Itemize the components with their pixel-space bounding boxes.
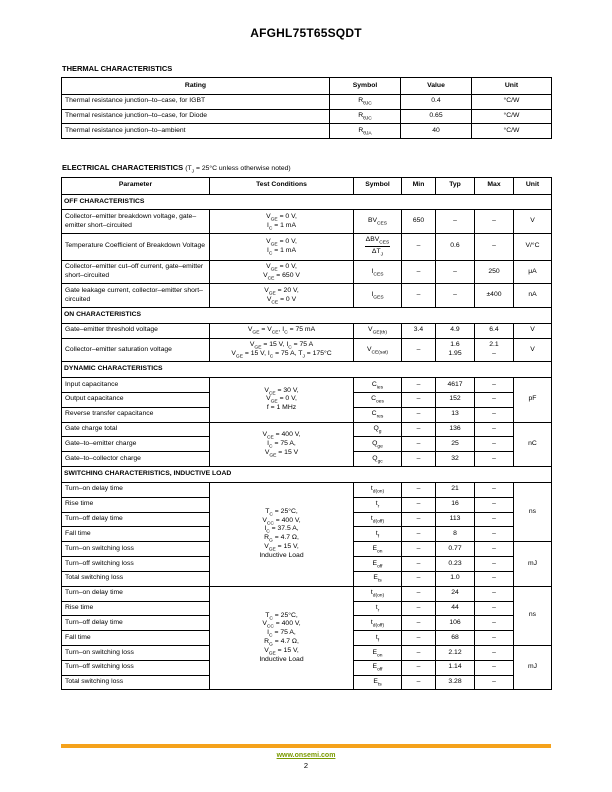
parameter-cell: Turn–off delay time <box>62 616 210 631</box>
parameter-cell: Gate charge total <box>62 422 210 437</box>
rating-cell: Thermal resistance junction–to–ambient <box>62 124 330 139</box>
electrical-header-row <box>62 177 552 194</box>
max-value: 2.1 <box>489 341 499 349</box>
min-cell: 3.4 <box>402 323 436 338</box>
parameter-cell: Gate–to–emitter charge <box>62 437 210 452</box>
unit-cell: mJ <box>514 646 552 690</box>
typ-cell: 4.9 <box>436 323 475 338</box>
condition-line: $V_{CE} = 650$ V <box>263 271 300 282</box>
symbol-cell: $t_{d(off)}$ <box>354 616 402 631</box>
max-cell: – <box>475 422 514 437</box>
parameter-cell: Total switching loss <box>62 675 210 690</box>
parameter-cell: Turn–on delay time <box>62 586 210 601</box>
min-cell: – <box>402 631 436 646</box>
condition-line: $V_{GE} = 15$ V, $I_C = 75$ A, $T_J = 175^\circ C$ <box>231 349 332 360</box>
parameter-cell: Collector–emitter cut–off current, gate–emitter short–circuited <box>62 260 210 284</box>
table-row <box>62 94 552 109</box>
unit-cell: nC <box>514 422 552 466</box>
page-number: 2 <box>303 761 309 770</box>
fraction-numerator: $\Delta BV_{CES}$ <box>365 236 390 246</box>
symbol-cell: $t_r$ <box>354 497 402 512</box>
symbol-cell: $E_{on}$ <box>354 646 402 661</box>
thermal-header-row <box>62 78 552 95</box>
max-cell: – <box>475 482 514 497</box>
typ-cell: 32 <box>436 452 475 467</box>
col-header-min: Min <box>402 177 436 194</box>
parameter-cell: Output capacitance <box>62 392 210 407</box>
parameter-cell: Rise time <box>62 497 210 512</box>
conditions-cell <box>210 284 354 308</box>
min-cell: – <box>402 260 436 284</box>
condition-line: $I_C = 75$ A, <box>267 439 296 450</box>
symbol-cell: $Q_g$ <box>354 422 402 437</box>
parameter-cell: Turn–on delay time <box>62 482 210 497</box>
unit-cell: V <box>514 323 552 338</box>
symbol-cell: $I_{GES}$ <box>354 284 402 308</box>
max-value: – <box>492 349 496 357</box>
typ-cell: 152 <box>436 392 475 407</box>
max-cell: – <box>475 557 514 572</box>
min-cell: – <box>402 527 436 542</box>
col-header-max: Max <box>475 177 514 194</box>
conditions-cell <box>210 378 354 422</box>
symbol-fraction <box>365 236 391 257</box>
conditions-cell <box>210 422 354 466</box>
typ-cell: 1.0 <box>436 571 475 586</box>
rating-cell: Thermal resistance junction–to–case, for IGBT <box>62 94 330 109</box>
section-header-row <box>62 307 552 323</box>
symbol-cell: $V_{GE(th)}$ <box>354 323 402 338</box>
max-cell: ±400 <box>475 284 514 308</box>
min-cell: – <box>402 482 436 497</box>
condition-line: $V_{GE} = 15$ V, <box>264 543 299 553</box>
table-row <box>62 210 552 234</box>
unit-cell: V <box>514 210 552 234</box>
col-header-parameter: Parameter <box>62 177 210 194</box>
table-row <box>62 338 552 362</box>
symbol-cell: $E_{off}$ <box>354 557 402 572</box>
symbol-cell: $C_{oes}$ <box>354 392 402 407</box>
typ-cell: 24 <box>436 586 475 601</box>
max-cell: – <box>475 497 514 512</box>
min-cell: – <box>402 601 436 616</box>
col-header-unit: Unit <box>514 177 552 194</box>
parameter-cell: Turn–on switching loss <box>62 542 210 557</box>
table-row <box>62 482 552 497</box>
condition-line: Inductive Load <box>259 655 304 663</box>
typ-cell: 68 <box>436 631 475 646</box>
max-cell: 250 <box>475 260 514 284</box>
unit-cell: ns <box>514 586 552 645</box>
max-cell: 6.4 <box>475 323 514 338</box>
col-header-conditions: Test Conditions <box>210 177 354 194</box>
symbol-cell: $t_{d(on)}$ <box>354 482 402 497</box>
symbol-cell: $t_r$ <box>354 601 402 616</box>
section-title-dynamic: DYNAMIC CHARACTERISTICS <box>62 362 552 378</box>
min-cell: 650 <box>402 210 436 234</box>
min-cell: – <box>402 660 436 675</box>
min-cell: – <box>402 512 436 527</box>
max-cell: – <box>475 601 514 616</box>
symbol-cell: $R_{\theta JA}$ <box>330 124 401 139</box>
min-cell: – <box>402 586 436 601</box>
max-cell: – <box>475 675 514 690</box>
max-cell: – <box>475 452 514 467</box>
typ-cell: 44 <box>436 601 475 616</box>
max-cell: – <box>475 437 514 452</box>
symbol-cell: $E_{ts}$ <box>354 571 402 586</box>
symbol-cell: $R_{\theta JC}$ <box>330 109 401 124</box>
condition-line: $T_C = 25^\circ C$, <box>265 611 298 621</box>
typ-cell: 0.6 <box>436 233 475 260</box>
typ-cell: – <box>436 210 475 234</box>
min-cell: – <box>402 338 436 362</box>
max-cell: – <box>475 378 514 393</box>
conditions-cell <box>210 233 354 260</box>
min-cell: – <box>402 437 436 452</box>
condition-line: $T_C = 25^\circ C$, <box>265 507 298 518</box>
min-cell: – <box>402 378 436 393</box>
max-cell <box>475 338 514 362</box>
typ-cell: 113 <box>436 512 475 527</box>
symbol-cell: $C_{res}$ <box>354 407 402 422</box>
unit-cell: V/°C <box>514 233 552 260</box>
unit-cell: V <box>514 338 552 362</box>
table-row <box>62 260 552 284</box>
section-title-off: OFF CHARACTERISTICS <box>62 194 552 210</box>
symbol-cell: $Q_{ge}$ <box>354 437 402 452</box>
value-cell: 0.65 <box>401 109 472 124</box>
unit-cell: °C/W <box>472 109 552 124</box>
min-cell: – <box>402 616 436 631</box>
typ-cell: 106 <box>436 616 475 631</box>
unit-cell: ns <box>514 482 552 541</box>
condition-line: $V_{CE} = 0$ V <box>266 295 297 305</box>
condition-line: $V_{GE} = V_{CE}$, $I_C = 75$ mA <box>247 326 316 336</box>
max-cell: – <box>475 527 514 542</box>
symbol-cell: $E_{off}$ <box>354 660 402 675</box>
table-row <box>62 323 552 338</box>
condition-line: $V_{CE} = 30$ V, <box>264 386 299 396</box>
thermal-heading: THERMAL CHARACTERISTICS <box>62 64 173 73</box>
min-cell: – <box>402 557 436 572</box>
condition-line: Inductive Load <box>259 551 304 559</box>
symbol-cell <box>354 233 402 260</box>
condition-line: $V_{CC} = 400$ V, <box>262 516 301 526</box>
condition-line: $V_{GE} = 0$ V, <box>266 237 297 248</box>
table-row <box>62 233 552 260</box>
max-cell: – <box>475 392 514 407</box>
table-row <box>62 422 552 437</box>
condition-line: $V_{GE} = 15$ V <box>264 448 299 459</box>
section-title-on: ON CHARACTERISTICS <box>62 307 552 323</box>
unit-cell: °C/W <box>472 94 552 109</box>
parameter-cell: Fall time <box>62 527 210 542</box>
symbol-cell: $t_{d(off)}$ <box>354 512 402 527</box>
parameter-cell: Input capacitance <box>62 378 210 393</box>
max-cell: – <box>475 646 514 661</box>
max-cell: – <box>475 233 514 260</box>
rating-cell: Thermal resistance junction–to–case, for Diode <box>62 109 330 124</box>
page-title: AFGHL75T65SQDT <box>250 26 362 40</box>
parameter-cell: Turn–on switching loss <box>62 646 210 661</box>
max-cell: – <box>475 542 514 557</box>
typ-cell: 2.12 <box>436 646 475 661</box>
conditions-cell <box>210 482 354 586</box>
typ-cell: 21 <box>436 482 475 497</box>
parameter-cell: Gate–emitter threshold voltage <box>62 323 210 338</box>
condition-line: $I_C = 75$ A, <box>267 629 296 639</box>
typ-cell: 136 <box>436 422 475 437</box>
condition-line: $V_{GE} = 0$ V, <box>266 263 297 273</box>
min-cell: – <box>402 233 436 260</box>
parameter-cell: Collector–emitter saturation voltage <box>62 338 210 362</box>
electrical-heading-note: ($T_J = 25^\circ C$ unless otherwise noted) <box>185 165 291 175</box>
parameter-cell: Reverse transfer capacitance <box>62 407 210 422</box>
table-row <box>62 124 552 139</box>
parameter-cell: Turn–off switching loss <box>62 660 210 675</box>
conditions-cell <box>210 323 354 338</box>
min-cell: – <box>402 422 436 437</box>
parameter-cell: Temperature Coefficient of Breakdown Voltage <box>62 233 210 260</box>
unit-cell: °C/W <box>472 124 552 139</box>
typ-cell: 13 <box>436 407 475 422</box>
symbol-cell: $C_{ies}$ <box>354 378 402 393</box>
condition-line: $I_C = 1$ mA <box>266 246 297 257</box>
typ-cell: 0.23 <box>436 557 475 572</box>
condition-line: $V_{GE} = 15$ V, $I_C = 75$ A <box>249 341 314 351</box>
condition-line: $V_{GE} = 0$ V, <box>266 212 297 223</box>
col-header-typ: Typ <box>436 177 475 194</box>
condition-line: $V_{GE} = 0$ V, <box>266 395 297 405</box>
typ-cell <box>436 338 475 362</box>
symbol-cell: $BV_{CES}$ <box>354 210 402 234</box>
max-cell: – <box>475 660 514 675</box>
parameter-cell: Gate–to–collector charge <box>62 452 210 467</box>
condition-line: $R_G = 4.7$ Ω, <box>264 638 299 648</box>
parameter-cell: Gate leakage current, collector–emitter short–circuited <box>62 284 210 308</box>
max-cell: – <box>475 210 514 234</box>
condition-line: f = 1 MHz <box>266 404 297 412</box>
typ-cell: 3.28 <box>436 675 475 690</box>
conditions-cell <box>210 210 354 234</box>
max-cell: – <box>475 631 514 646</box>
max-cell: – <box>475 512 514 527</box>
col-header-symbol: Symbol <box>354 177 402 194</box>
table-row <box>62 378 552 393</box>
footer-accent-bar <box>61 744 551 748</box>
parameter-cell: Rise time <box>62 601 210 616</box>
max-cell: – <box>475 586 514 601</box>
symbol-cell: $t_f$ <box>354 527 402 542</box>
condition-line: $V_{CC} = 400$ V, <box>262 620 301 630</box>
electrical-heading-text: ELECTRICAL CHARACTERISTICS <box>62 163 184 173</box>
min-cell: – <box>402 452 436 467</box>
typ-value: 1.6 <box>450 341 460 349</box>
page-footer <box>61 744 551 770</box>
col-header-symbol: Symbol <box>330 78 401 95</box>
section-header-row <box>62 467 552 483</box>
symbol-cell: $t_{d(on)}$ <box>354 586 402 601</box>
parameter-cell: Collector–emitter breakdown voltage, gate–emitter short–circuited <box>62 210 210 234</box>
unit-cell: nA <box>514 284 552 308</box>
min-cell: – <box>402 571 436 586</box>
min-cell: – <box>402 497 436 512</box>
symbol-cell: $E_{on}$ <box>354 542 402 557</box>
condition-line: $V_{GE} = 20$ V, <box>264 286 299 297</box>
max-cell: – <box>475 407 514 422</box>
symbol-cell: $R_{\theta JC}$ <box>330 94 401 109</box>
typ-cell: 8 <box>436 527 475 542</box>
section-header-row <box>62 194 552 210</box>
conditions-cell <box>210 260 354 284</box>
min-cell: – <box>402 646 436 661</box>
typ-cell: 0.77 <box>436 542 475 557</box>
unit-cell: μA <box>514 260 552 284</box>
symbol-cell: $t_f$ <box>354 631 402 646</box>
col-header-unit: Unit <box>472 78 552 95</box>
condition-line: $V_{GE} = 15$ V, <box>264 646 299 657</box>
section-title-switching: SWITCHING CHARACTERISTICS, INDUCTIVE LOAD <box>62 467 552 483</box>
electrical-heading <box>62 163 551 175</box>
table-row <box>62 284 552 308</box>
min-cell: – <box>402 542 436 557</box>
max-cell: – <box>475 616 514 631</box>
unit-cell: pF <box>514 378 552 422</box>
symbol-cell: $V_{CE(sat)}$ <box>354 338 402 362</box>
typ-cell: 4617 <box>436 378 475 393</box>
min-cell: – <box>402 392 436 407</box>
min-cell: – <box>402 284 436 308</box>
col-header-value: Value <box>401 78 472 95</box>
conditions-cell <box>210 338 354 362</box>
conditions-cell <box>210 586 354 690</box>
typ-cell: – <box>436 284 475 308</box>
typ-cell: 16 <box>436 497 475 512</box>
typ-cell: – <box>436 260 475 284</box>
fraction-denominator: $\Delta T_J$ <box>371 248 384 258</box>
min-cell: – <box>402 675 436 690</box>
typ-cell: 25 <box>436 437 475 452</box>
electrical-table <box>61 177 552 691</box>
thermal-table <box>61 77 552 139</box>
parameter-cell: Total switching loss <box>62 571 210 586</box>
symbol-cell: $Q_{gc}$ <box>354 452 402 467</box>
condition-line: $I_C = 37.5$ A, <box>264 525 299 535</box>
condition-line: $V_{CE} = 400$ V, <box>262 431 301 441</box>
value-cell: 0.4 <box>401 94 472 109</box>
condition-line: $R_G = 4.7$ Ω, <box>264 534 299 544</box>
symbol-cell: $I_{CES}$ <box>354 260 402 284</box>
typ-value: 1.95 <box>448 349 462 357</box>
parameter-cell: Turn–off switching loss <box>62 557 210 572</box>
onsemi-link[interactable]: www.onsemi.com <box>276 752 336 759</box>
typ-cell: 1.14 <box>436 660 475 675</box>
max-cell: – <box>475 571 514 586</box>
section-header-row <box>62 362 552 378</box>
col-header-rating: Rating <box>62 78 330 95</box>
symbol-cell: $E_{ts}$ <box>354 675 402 690</box>
unit-cell: mJ <box>514 542 552 586</box>
table-row <box>62 586 552 601</box>
parameter-cell: Fall time <box>62 631 210 646</box>
min-cell: – <box>402 407 436 422</box>
table-row <box>62 109 552 124</box>
value-cell: 40 <box>401 124 472 139</box>
condition-line: $I_C = 1$ mA <box>266 221 297 232</box>
parameter-cell: Turn–off delay time <box>62 512 210 527</box>
